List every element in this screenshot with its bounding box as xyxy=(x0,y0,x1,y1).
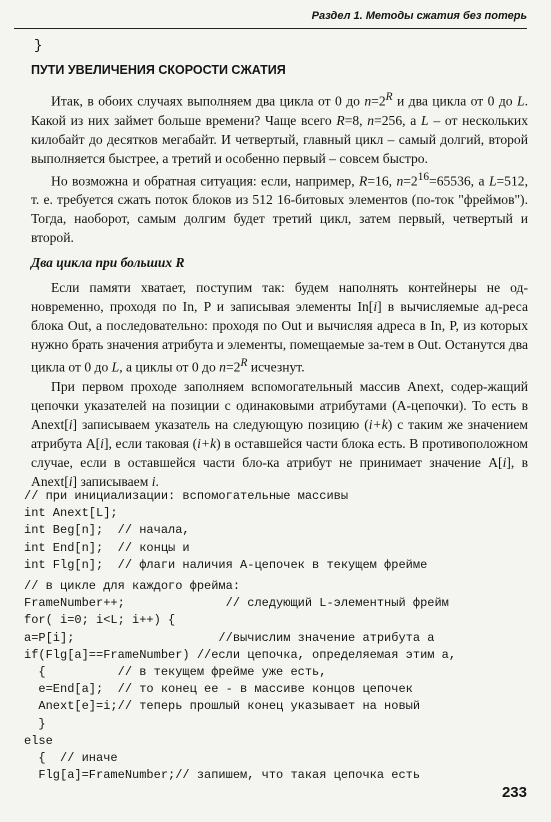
code-line: int End[n]; // концы и xyxy=(24,540,190,555)
code-line: int Anext[L]; xyxy=(24,506,118,521)
code-line: a=P[i]; //вычислим значение атрибута a xyxy=(24,630,435,645)
code-line: e=End[a]; // то конец ее - в массиве концов цепочек xyxy=(24,682,413,697)
code-line: } xyxy=(24,716,46,731)
paragraph-2: Но возможна и обратная ситуация: если, например, R=16, $n=2^{16}=65536$, а L=512, т. е. требуется сжать поток блоков из 512 16-битовых элементов (по-ток "фреймов"). Тогда, наоборот, самым долгим будет третий цикл, затем первый, четвертый и второй. xyxy=(31,170,528,246)
code-line: Anext[e]=i;// теперь прошлый конец указывает на новый xyxy=(24,699,421,714)
closing-brace: } xyxy=(34,38,43,54)
body-text xyxy=(31,278,528,491)
code-line: int Beg[n]; // начала, xyxy=(24,523,190,538)
code-block-loop xyxy=(24,578,534,784)
code-line: Flg[a]=FrameNumber;// запишем, что такая цепочка есть xyxy=(24,768,421,783)
code-line: FrameNumber++; // следующий L-элементный фрейм xyxy=(24,596,449,611)
code-line: { // в текущем фрейме уже есть, xyxy=(24,665,327,680)
code-line: for( i=0; i<L; i++) { xyxy=(24,613,176,628)
intro-text xyxy=(31,88,528,247)
subsection-heading: Два цикла при больших R xyxy=(31,255,185,270)
code-line: { // иначе xyxy=(24,751,118,766)
code-line: // при инициализации: вспомогательные массивы xyxy=(24,489,349,503)
running-header: Раздел 1. Методы сжатия без потерь xyxy=(14,10,527,29)
code-block-init xyxy=(24,488,534,574)
code-line: // в цикле для каждого фрейма: xyxy=(24,579,241,593)
paragraph-4: При первом проходе заполняем вспомогательный массив Anext, содер-жащий цепочки указателей на позиции с одинаковыми атрибутами (A-цепочки). То есть в Anext[i] записываем указатель на следующую позицию (i+k) с таким же значением атрибута A[i], если таковая (i+k) в оставшейся части блока есть. В противоположном случае, если в оставшейся части бло-ка атрибут не принимает значение A[i], в Anext[i] записываем i. xyxy=(31,378,528,489)
code-line: int Flg[n]; // флаги наличия A-цепочек в текущем фрейме xyxy=(24,557,428,572)
page-number: 233 xyxy=(501,784,527,801)
paragraph-3: Если памяти хватает, поступим так: будем наполнять контейнеры не од-новременно, проходя по In, P и записывая элементы In[i] в вычисляемые ад-реса блока Out, а последовательно: проходя по Out и вычисляя адреса в In, P, из которых нужно брать значения атрибута и элементы, помещаемые за-тем в Out. Останутся два цикла от 0 до L, а циклы от 0 до $n=2^R$ исчезнут. xyxy=(31,280,528,375)
code-line: else xyxy=(24,733,53,748)
paragraph-1: Итак, в обоих случаях выполняем два цикла от 0 до $n=2^R$ и два цикла от 0 до L. Какой из них займет больше времени? Чаще всего R=8, n=256, а L – от нескольких килобайт до десятков мегабайт. И четвертый, главный цикл – самый долгий, второй выполняется быстрее, а третий и особенно первый – совсем быстро. xyxy=(31,91,528,166)
section-heading: ПУТИ УВЕЛИЧЕНИЯ СКОРОСТИ СЖАТИЯ xyxy=(31,63,286,77)
code-line: if(Flg[a]==FrameNumber) //если цепочка, определяемая этим a, xyxy=(24,647,457,662)
